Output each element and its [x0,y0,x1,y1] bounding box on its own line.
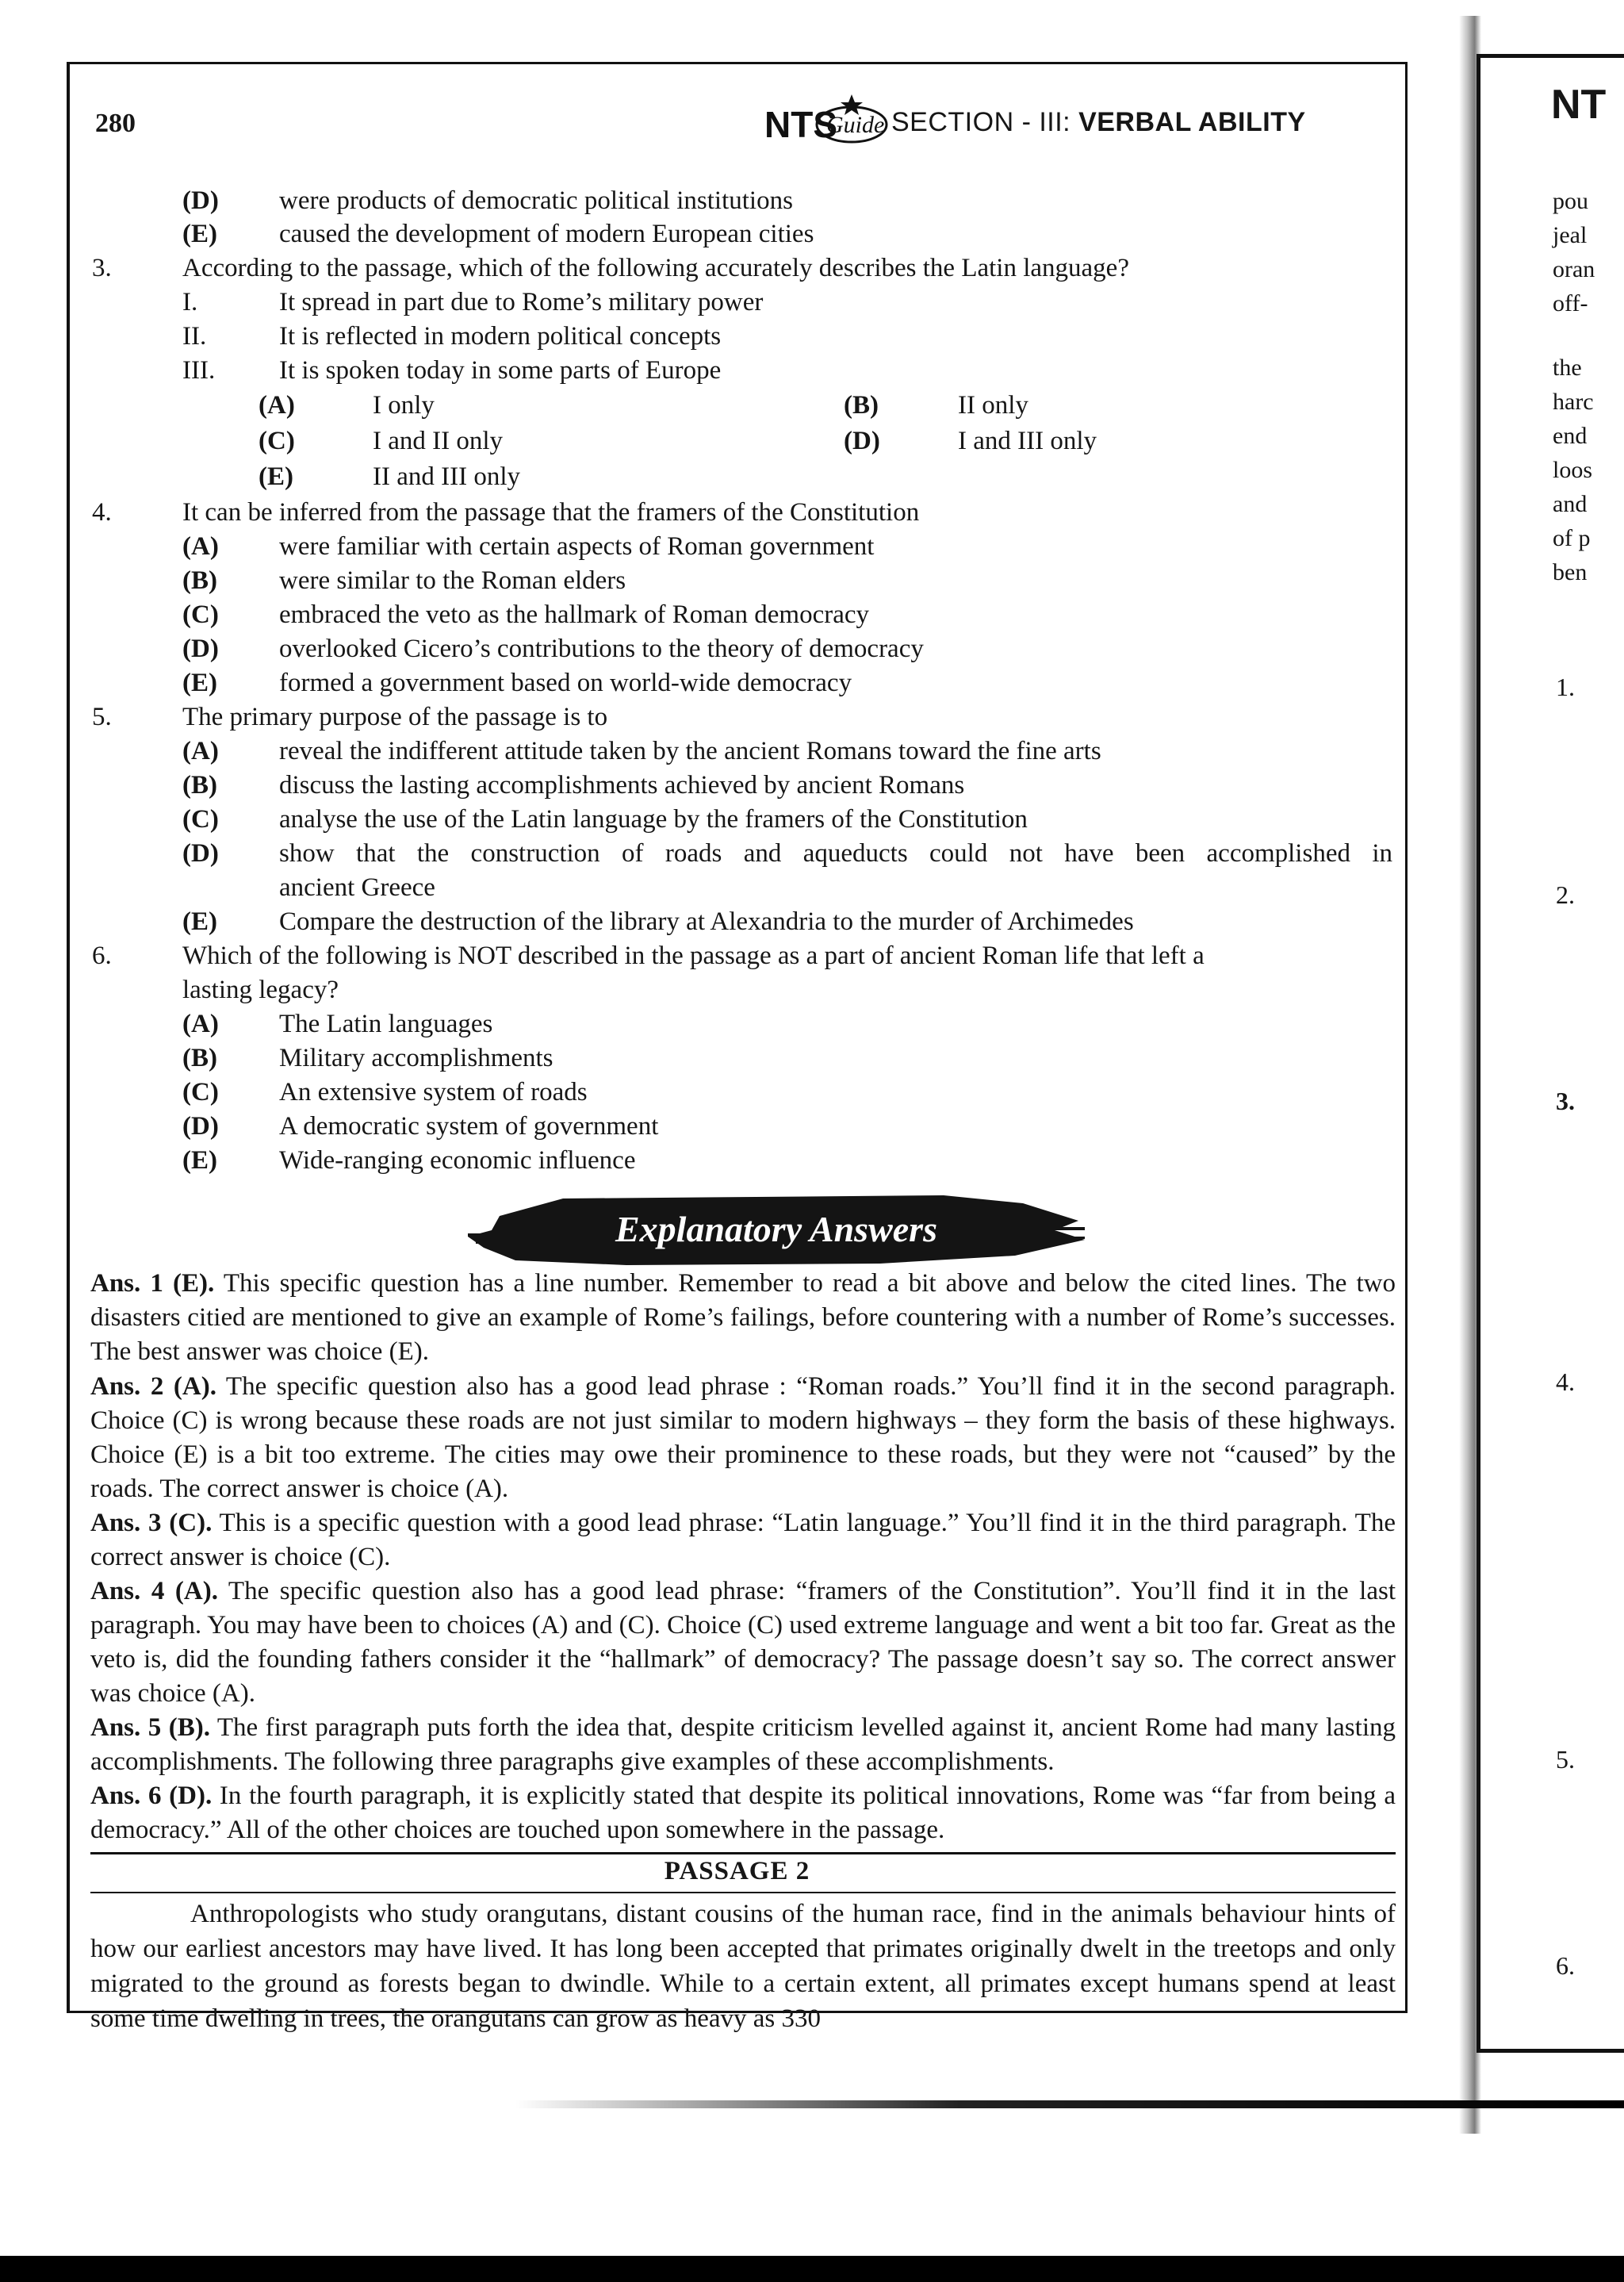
answer-4 [90,1574,1396,1711]
adjacent-question-number: 2. [1556,880,1575,909]
choice-label: (A) [259,391,295,420]
choice-text: caused the development of modern European cities [279,220,814,248]
answer-1 [90,1267,1396,1369]
choice-label: (B) [844,391,879,420]
choice-text: An extensive system of roads [279,1078,588,1106]
choice-label: (B) [182,1044,217,1072]
choice-text: II only [958,391,1028,420]
scan-edge [0,2256,1624,2282]
choice-text: reveal the indifferent attitude taken by the ancient Romans toward the fine arts [279,737,1101,765]
choice-label: (E) [259,462,293,491]
choice-text: were products of democratic political institutions [279,186,793,215]
answer-text: The specific question also has a good lead phrase: “framers of the Constitution”. You’ll find it in the last paragraph. You may have been to choices (A) and (C). Choice (C) used extreme language and went a bit too far. Great as the veto is, did the founding fathers consider it the “hallmark” of democracy? The passage doesn’t say so. The correct answer was choice (A). [90,1577,1396,1708]
answer-key: Ans. 2 (A). [90,1372,216,1401]
banner-text: Explanatory Answers [615,1209,938,1249]
passage-2-text: Anthropologists who study orangutans, distant cousins of the human race, find in the animals behaviour hints of how our earliest ancestors may have lived. It has long been accepted that primates originally dwelt in the treetops and only migrated to the ground as forests began to dwindle. While to a certain extent, all primates except humans spend at least some time dwelling in trees, the orangutans can grow as heavy as 330 [90,1900,1396,2033]
adjacent-text-line: end [1553,423,1588,449]
choice-text: were similar to the Roman elders [279,566,626,595]
question-stem: Which of the following is NOT described in the passage as a part of ancient Roman life that left a [182,942,1205,970]
scan-shadow [515,2100,1624,2108]
question-number: 6. [92,942,112,970]
statement-text: It is reflected in modern political concepts [279,322,722,351]
question-stem: It can be inferred from the passage that the framers of the Constitution [182,498,920,527]
question-number: 4. [92,498,112,527]
adjacent-question-number: 6. [1556,1951,1575,1980]
choice-label: (D) [182,635,219,663]
choice-label: (E) [182,1146,217,1175]
choice-label: (B) [182,771,217,800]
choice-label: (E) [182,220,217,248]
section-prefix: SECTION - III: [891,107,1079,137]
adjacent-question-number: 5. [1556,1745,1575,1774]
adjacent-text-line: and [1553,491,1588,517]
adjacent-text-line: jeal [1553,222,1588,248]
choice-label: (C) [182,805,219,834]
adjacent-text-line: harc [1553,389,1594,415]
answer-key: Ans. 5 (B). [90,1713,210,1742]
page-number: 280 [95,109,136,138]
divider-rule [90,1892,1396,1893]
choice-text: Wide-ranging economic influence [279,1146,636,1175]
answer-text: This is a specific question with a good lead phrase: “Latin language.” You’ll find it in the third paragraph. The correct answer is choice (C). [90,1509,1396,1571]
adjacent-question-number: 4. [1556,1367,1575,1396]
explanatory-answers-banner [468,1192,1085,1267]
adjacent-text-line: loos [1553,457,1593,483]
answer-text: The specific question also has a good lead phrase : “Roman roads.” You’ll find it in the second paragraph. Choice (C) is wrong because these roads are not just similar to modern highways – they form the basis of these highways. Choice (E) is a bit too extreme. The cities may owe their prominence to these roads, but they were not “caused” by the roads. The correct answer is choice (A). [90,1372,1396,1503]
adjacent-question-number: 3. [1556,1087,1575,1115]
nts-guide-logo [763,94,890,145]
choice-text: show that the construction of roads and aqueducts could not have been accomplished in [279,839,1392,868]
adjacent-question-number: 1. [1556,673,1575,701]
choice-text: embraced the veto as the hallmark of Roman democracy [279,600,870,629]
answer-key: Ans. 6 (D). [90,1781,213,1810]
choice-text: I and II only [373,427,504,455]
adjacent-text-line: ben [1553,559,1588,585]
logo-guide-text: Guide [826,112,885,138]
divider-rule [90,1852,1396,1854]
choice-label: (D) [182,186,219,215]
choice-text: formed a government based on world-wide democracy [279,669,852,697]
question-number: 5. [92,703,112,731]
answer-key: Ans. 3 (C). [90,1509,213,1537]
adjacent-text-line: of p [1553,525,1591,551]
choice-label: (B) [182,566,217,595]
question-number: 3. [92,254,112,282]
page-frame [67,62,1408,2033]
choice-label: (A) [182,1010,219,1038]
q6-stem-cont: lasting legacy? [182,976,339,1004]
choice-label: (D) [182,1112,219,1141]
answer-key: Ans. 4 (A). [90,1577,218,1605]
choice-label: (D) [844,427,880,455]
roman-numeral: II. [182,322,207,351]
answer-text: This specific question has a line number. Remember to read a bit above and below the cited lines. The two disasters citied are mentioned to give an example of Rome’s failings, before countering with a number of Rome’s successes. The best answer was choice (E). [90,1269,1396,1366]
choice-text: The Latin languages [279,1010,493,1038]
answer-text: In the fourth paragraph, it is explicitly stated that despite its political innovations, Rome was “far from being a democracy.” All of the other choices are touched upon somewhere in the passage. [90,1781,1396,1844]
passage-2-title: PASSAGE 2 [664,1857,810,1885]
answer-text: The first paragraph puts forth the idea that, despite criticism levelled against it, ancient Rome had many lasting accomplishments. The following three paragraphs give examples of these accomplishments. [90,1713,1396,1776]
choice-text: overlooked Cicero’s contributions to the theory of democracy [279,635,924,663]
adjacent-text-line: the [1553,355,1582,381]
logo-nts-text: NTS [764,104,837,145]
answer-2 [90,1370,1396,1506]
choice-text: I and III only [958,427,1097,455]
adjacent-text-line: off- [1553,290,1588,316]
choice-label: (E) [182,907,217,936]
choice-text: I only [373,391,435,420]
question-stem: The primary purpose of the passage is to [182,703,608,731]
answer-key: Ans. 1 (E). [90,1269,215,1298]
section-name: VERBAL ABILITY [1078,107,1306,137]
choice-text: Military accomplishments [279,1044,553,1072]
choice-label: (C) [182,600,219,629]
answer-5 [90,1711,1396,1779]
section-title [891,107,1306,138]
choice-text: were familiar with certain aspects of Roman government [279,532,875,561]
choice-label: (C) [182,1078,219,1106]
choice-text: II and III only [373,462,521,491]
choice-label: (D) [182,839,219,868]
roman-numeral: I. [182,288,198,316]
choice-text: discuss the lasting accomplishments achieved by ancient Romans [279,771,965,800]
page-header [90,83,1391,147]
roman-numeral: III. [182,356,216,385]
answer-3 [90,1506,1396,1574]
choice-label: (C) [259,427,295,455]
q5-choice-d-cont: ancient Greece [279,873,435,902]
choice-text: analyse the use of the Latin language by the framers of the Constitution [279,805,1028,834]
choice-label: (E) [182,669,217,697]
choice-text: Compare the destruction of the library at Alexandria to the murder of Archimedes [279,907,1134,936]
statement-text: It is spoken today in some parts of Europe [279,356,722,385]
adjacent-page-logo: NT [1551,82,1607,128]
choice-text: A democratic system of government [279,1112,659,1141]
answer-6 [90,1779,1396,1847]
adjacent-text-line: pou [1553,188,1588,214]
question-stem: According to the passage, which of the following accurately describes the Latin language? [182,254,1129,282]
choice-label: (A) [182,532,219,561]
adjacent-text-line: oran [1553,256,1595,282]
statement-text: It spread in part due to Rome’s military power [279,288,764,316]
adjacent-page-frame [1477,54,1624,2053]
choice-label: (A) [182,737,219,765]
